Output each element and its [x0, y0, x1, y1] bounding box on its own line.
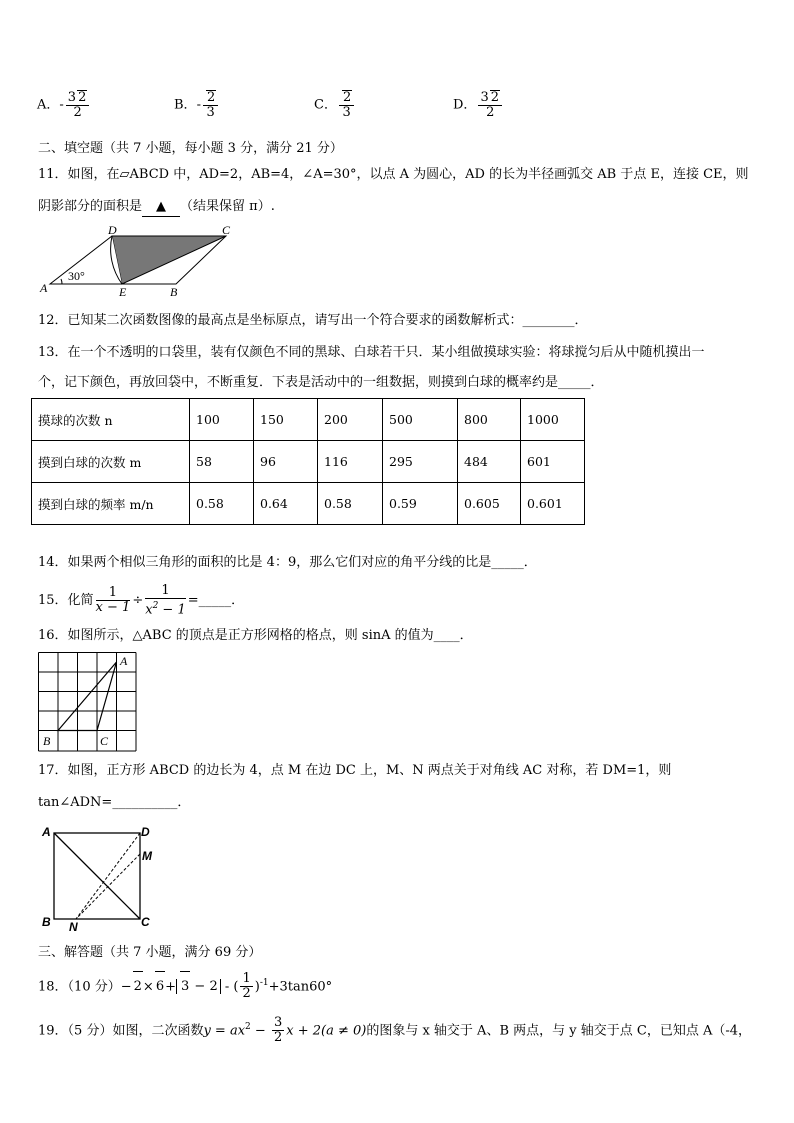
q14-text: 14．如果两个相似三角形的面积的比是 4：9，那么它们对应的角平分线的比是_____． [38, 555, 537, 570]
section-2-title: 二、填空题（共 7 小题，每小题 3 分，满分 21 分） [38, 141, 343, 156]
point-b-label: B [43, 734, 51, 748]
q10-option-b: B．- $\frac{2}{3}$ [174, 90, 220, 120]
q10-option-d: D． $\frac{3 2}{2}$ [453, 90, 504, 120]
q17-text-line1: 17．如图，正方形 ABCD 的边长为 4，点 M 在边 DC 上，M、N 两点关于对角线 AC 对称，若 DM=1，则 [38, 763, 672, 778]
table-row: 摸到白球的频率 m/n 0.58 0.64 0.58 0.59 0.605 0.601 [32, 483, 585, 525]
point-c-label: C [100, 734, 109, 748]
q12-text: 12．已知某二次函数图像的最高点是坐标原点，请写出一个符合要求的函数解析式：________． [38, 313, 588, 328]
q11-parallelogram-figure [38, 224, 248, 300]
q16-text: 16．如图所示，△ABC 的顶点是正方形网格的格点，则 sinA 的值为____． [38, 628, 473, 643]
point-b-label: B [170, 285, 178, 299]
q17-square-figure [38, 822, 168, 932]
q11-text-line1: 11．如图，在▱ABCD 中，AD=2，AB=4，∠A=30°，以点 A 为圆心，AD 的长为半径画弧交 AB 于点 E，连接 CE，则 [38, 167, 749, 182]
point-m-label: M [142, 849, 152, 863]
point-c-label: C [141, 915, 150, 929]
table-row: 摸球的次数 n 100 150 200 500 800 1000 [32, 399, 585, 441]
point-n-label: N [69, 920, 78, 932]
q10-option-c: C． $\frac{2}{3}$ [314, 90, 356, 120]
q19-text: 19．（5 分）如图，二次函数$y = ax^2$ − $\frac{3}{2}$ x + 2(a ≠ 0)的图象与 x 轴交于 A、B 两点，与 y 轴交于点 C，已知点 A（-4， [38, 1015, 752, 1046]
q15-text: 15．化简 $\frac{1}{x - 1}$ ÷ $\frac{1}{x^2 - 1}$ =_____． [38, 583, 245, 618]
q17-text-line2: tan∠ADN=__________． [38, 795, 191, 810]
angle-label: 30° [68, 269, 85, 283]
point-b-label: B [42, 915, 51, 929]
point-a-label: A [120, 654, 128, 668]
q18-text: 18．（10 分）− 2× 6+ 3 − 2 - ( $\frac{1}{2}$ )$^{-1}$+3tan60° [38, 971, 333, 1002]
point-e-label: E [119, 285, 127, 299]
point-a-label: A [42, 825, 51, 839]
q13-data-table [31, 398, 585, 525]
table-row: 摸到白球的次数 m 58 96 116 295 484 601 [32, 441, 585, 483]
q11-text-line2: 阴影部分的面积是 ▲ （结果保留 π）. [38, 198, 275, 217]
point-c-label: C [222, 224, 231, 237]
q10-option-a: A．- $\frac{3 2}{2}$ [37, 90, 91, 120]
q13-text-line1: 13．在一个不透明的口袋里，装有仅颜色不同的黑球、白球若干只．某小组做摸球实验：将球搅匀后从中随机摸出一 [38, 345, 705, 360]
q13-text-line2: 个，记下颜色，再放回袋中，不断重复．下表是活动中的一组数据，则摸到白球的概率约是_____． [38, 375, 604, 390]
q16-grid-figure [38, 652, 138, 752]
point-a-label: A [40, 281, 48, 295]
point-d-label: D [141, 825, 150, 839]
point-d-label: D [108, 224, 117, 237]
section-3-title: 三、解答题（共 7 小题，满分 69 分） [38, 945, 262, 960]
